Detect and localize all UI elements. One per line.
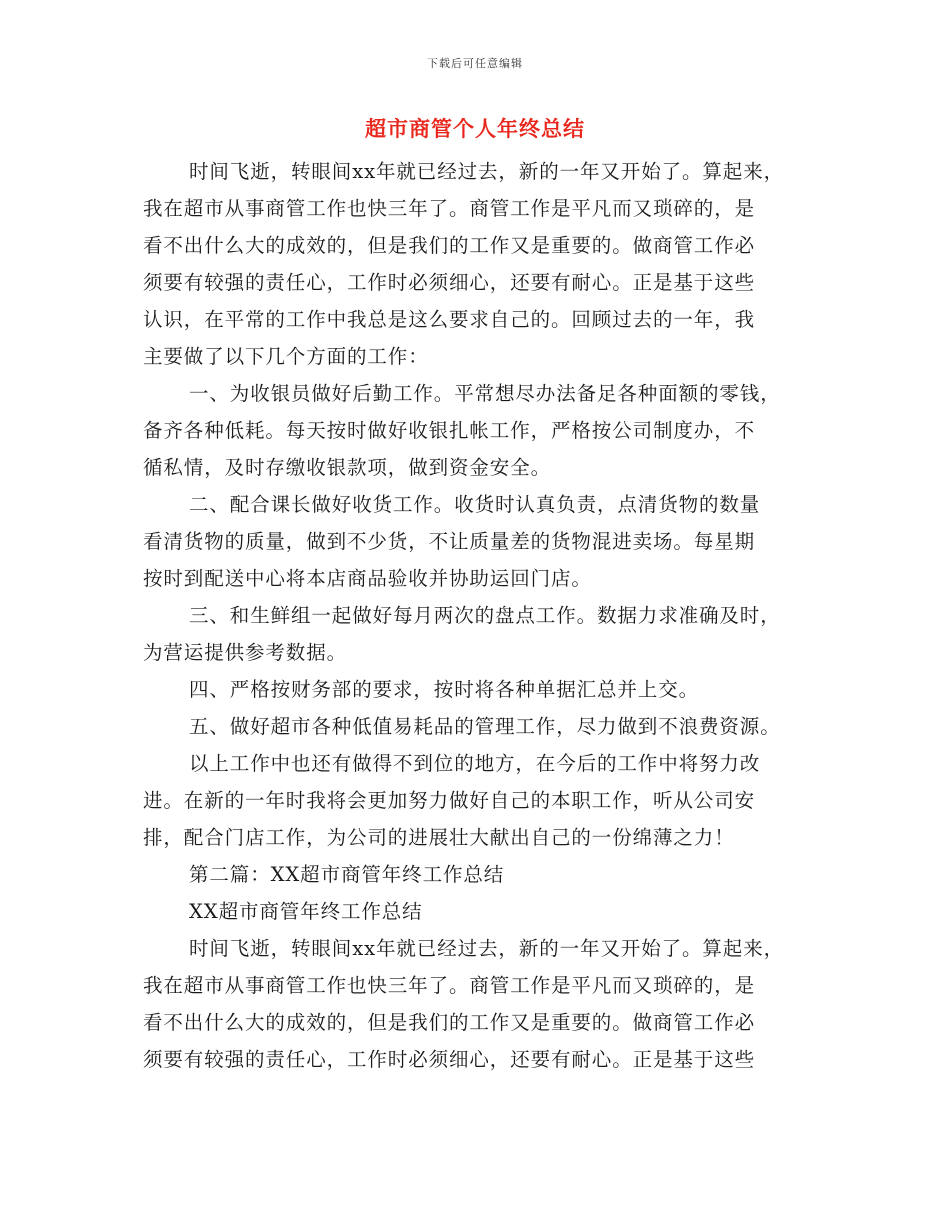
body-text-line: 五、做好超市各种低值易耗品的管理工作，尽力做到不浪费资源。 xyxy=(189,715,781,738)
body-text-line: XX超市商管年终工作总结 xyxy=(189,900,423,923)
body-text-line: 为营运提供参考数据。 xyxy=(143,641,348,664)
body-text-line: 三、和生鲜组一起做好每月两次的盘点工作。数据力求准确及时， xyxy=(189,604,781,627)
body-text-line: 主要做了以下几个方面的工作： xyxy=(143,345,429,368)
body-text-line: 看不出什么大的成效的，但是我们的工作又是重要的。做商管工作必 xyxy=(143,1011,756,1034)
document-body xyxy=(143,153,833,1078)
body-text-line: 循私情，及时存缴收银款项，做到资金安全。 xyxy=(143,456,552,479)
body-text-line: 我在超市从事商管工作也快三年了。商管工作是平凡而又琐碎的，是 xyxy=(143,974,756,997)
page-header-note: 下载后可任意编辑 xyxy=(427,57,523,70)
body-text-line: 我在超市从事商管工作也快三年了。商管工作是平凡而又琐碎的，是 xyxy=(143,197,756,220)
body-text-line: 备齐各种低耗。每天按时做好收银扎帐工作，严格按公司制度办，不 xyxy=(143,419,756,442)
body-text-line: 排，配合门店工作，为公司的进展壮大献出自己的一份绵薄之力！ xyxy=(143,826,735,849)
body-text-line: 进。在新的一年时我将会更加努力做好自己的本职工作，听从公司安 xyxy=(143,789,756,812)
body-text-line: 时间飞逝，转眼间xx年就已经过去，新的一年又开始了。算起来， xyxy=(189,160,784,183)
body-text-line: 时间飞逝，转眼间xx年就已经过去，新的一年又开始了。算起来， xyxy=(189,937,784,960)
body-text-line: 以上工作中也还有做得不到位的地方，在今后的工作中将努力改 xyxy=(189,752,761,775)
body-text-line: 须要有较强的责任心，工作时必须细心，还要有耐心。正是基于这些 xyxy=(143,271,756,294)
body-text-line: 看不出什么大的成效的，但是我们的工作又是重要的。做商管工作必 xyxy=(143,234,756,257)
body-text-line: 二、配合课长做好收货工作。收货时认真负责，点清货物的数量 xyxy=(189,493,761,516)
body-text-line: 四、严格按财务部的要求，按时将各种单据汇总并上交。 xyxy=(189,678,700,701)
body-text-line: 须要有较强的责任心，工作时必须细心，还要有耐心。正是基于这些 xyxy=(143,1048,756,1071)
body-text-line: 一、为收银员做好后勤工作。平常想尽办法备足各种面额的零钱， xyxy=(189,382,781,405)
body-text-line: 第二篇：XX超市商管年终工作总结 xyxy=(189,863,505,886)
body-text-line: 看清货物的质量，做到不少货，不让质量差的货物混进卖场。每星期 xyxy=(143,530,756,553)
document-title: 超市商管个人年终总结 xyxy=(365,116,585,141)
body-text-line: 认识，在平常的工作中我总是这么要求自己的。回顾过去的一年，我 xyxy=(143,308,756,331)
body-text-line: 按时到配送中心将本店商品验收并协助运回门店。 xyxy=(143,567,592,590)
